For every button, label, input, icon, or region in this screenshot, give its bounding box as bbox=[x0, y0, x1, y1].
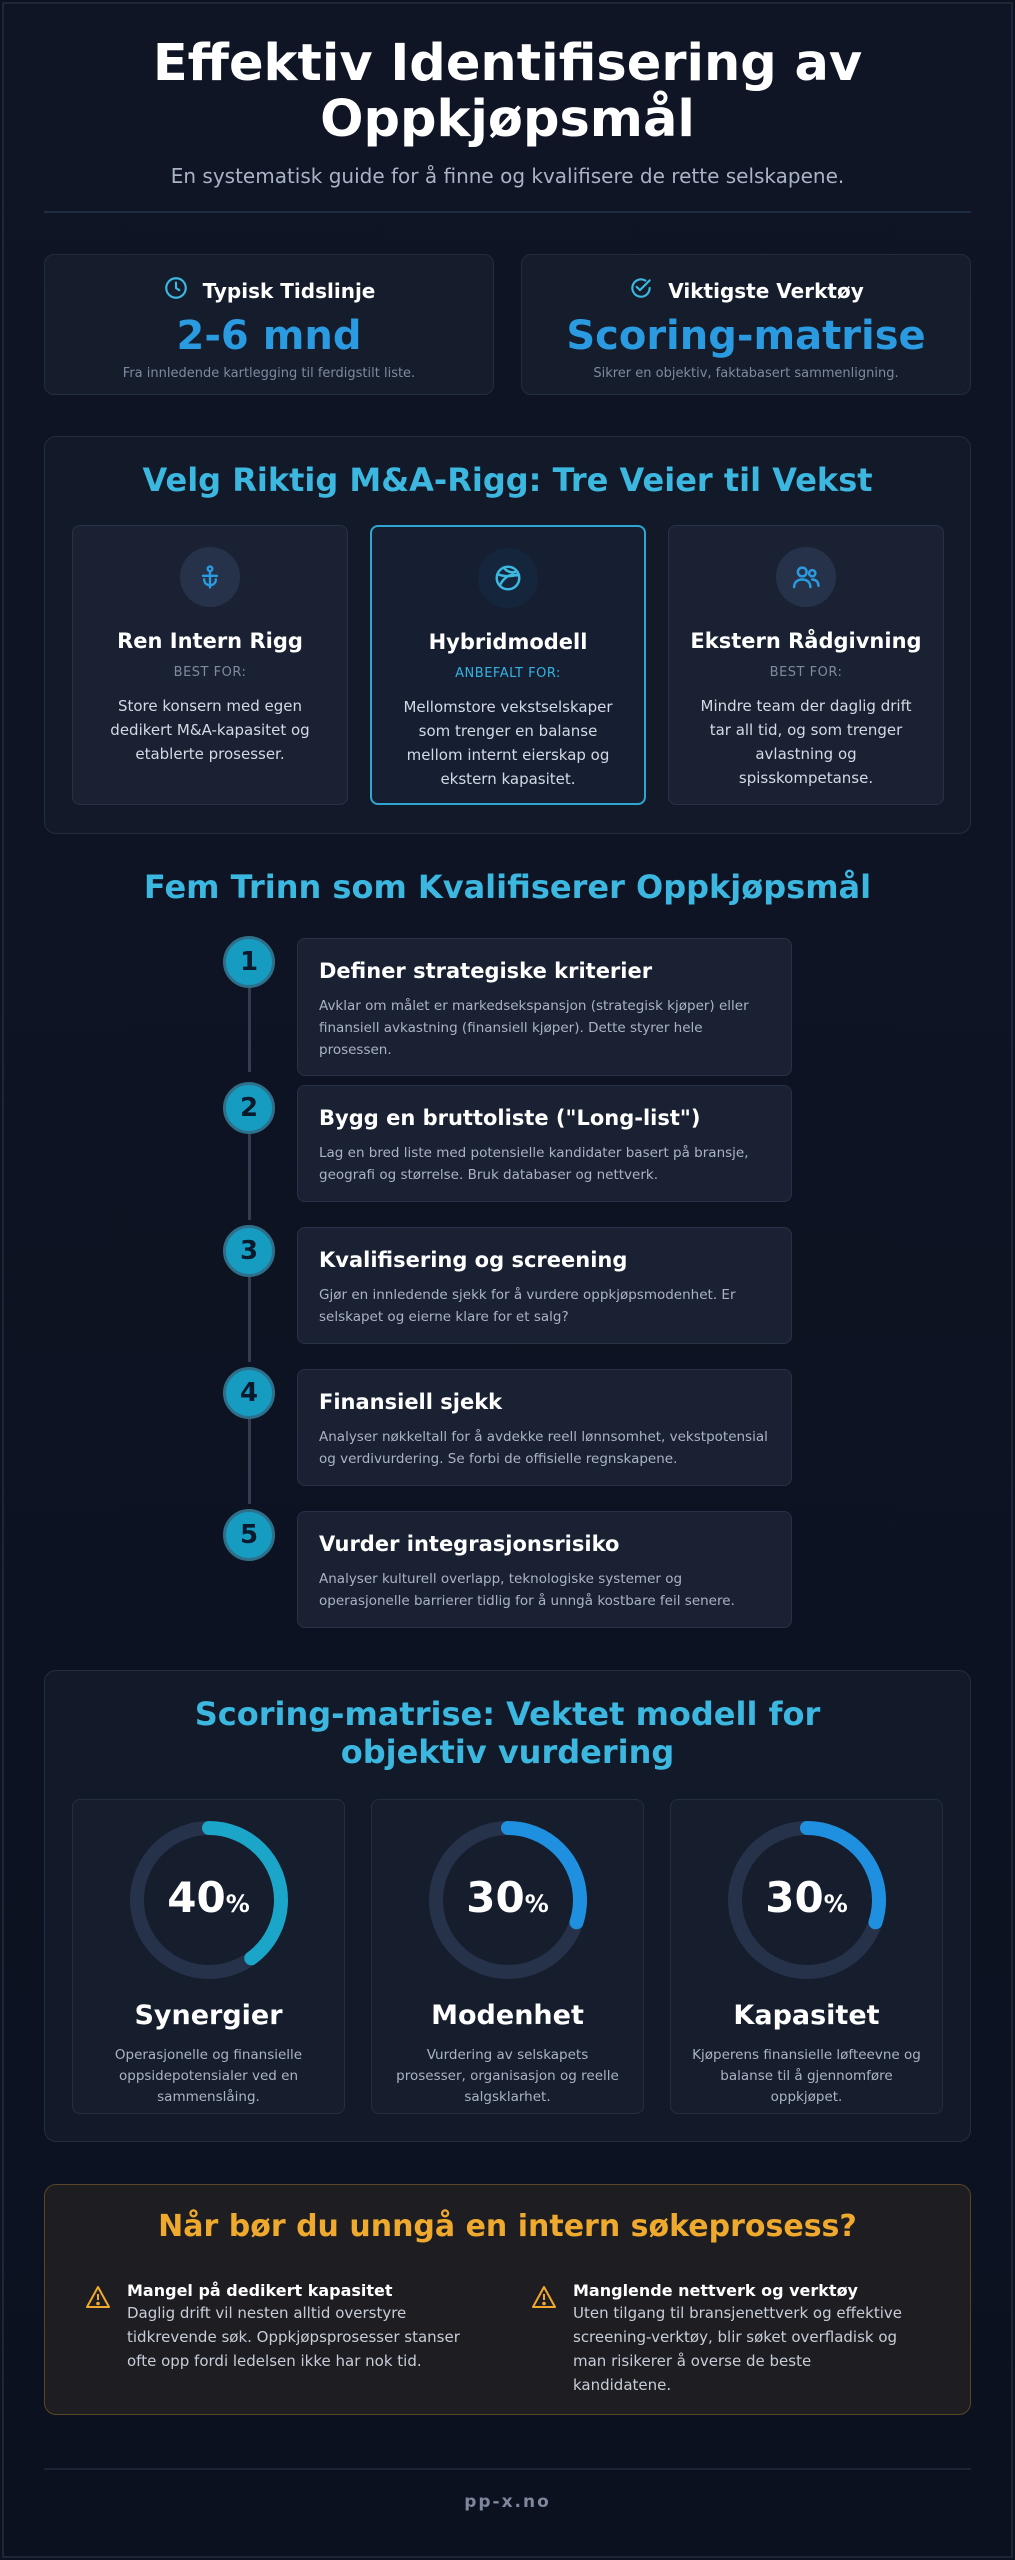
page-subtitle: En systematisk guide for å finne og kvalifisere de rette selskapene. bbox=[170, 164, 845, 188]
rig-card-external bbox=[668, 525, 944, 805]
stat-value: Scoring-matrise bbox=[566, 313, 926, 359]
gauge-unit: % bbox=[823, 1890, 848, 1918]
rig-description: Mellomstore vekstselskaper som trenger en balanse mellom internt eierskap og ekstern kapasitet. bbox=[403, 698, 613, 788]
step-description: Lag en bred liste med potensielle kandidater basert på bransje, geografi og størrelse. Bruk databaser og nettverk. bbox=[319, 1145, 749, 1183]
rig-card-hybrid bbox=[370, 525, 646, 805]
globe-icon bbox=[478, 548, 538, 608]
score-card-capacity bbox=[670, 1799, 943, 2114]
step-connector bbox=[248, 1134, 251, 1220]
step-connector bbox=[248, 1418, 251, 1504]
stat-title: Viktigste Verktøy bbox=[668, 278, 864, 303]
step-title: Kvalifisering og screening bbox=[319, 1248, 628, 1272]
scoring-section-title: Scoring-matrise: Vektet modell for objektiv vurdering bbox=[194, 1695, 821, 1771]
warning-item-description: Uten tilgang til bransjenettverk og effektive screening-verktøy, blir søket overfladisk og man risikerer å overse de beste kandidatene. bbox=[573, 2304, 902, 2394]
rig-section-title: Velg Riktig M&A-Rigg: Tre Veier til Vekst bbox=[142, 461, 873, 499]
step-connector bbox=[248, 1276, 251, 1362]
gauge-value: 30 bbox=[466, 1873, 525, 1922]
step-title: Definer strategiske kriterier bbox=[319, 959, 653, 983]
gauge bbox=[428, 1820, 588, 1980]
rig-best-label: BEST FOR: bbox=[769, 665, 843, 680]
scoring-panel bbox=[44, 1670, 971, 2142]
stat-value: 2-6 mnd bbox=[176, 313, 362, 359]
header-divider bbox=[44, 211, 971, 213]
score-label: Synergier bbox=[134, 2000, 283, 2031]
step-description: Avklar om målet er markedsekspansjon (strategisk kjøper) eller finansiell avkastning (finansiell kjøper). Dette styrer hele prosessen. bbox=[319, 998, 749, 1058]
step-description: Analyser nøkkeltall for å avdekke reell lønnsomhet, vekstpotensial og verdivurdering. Se forbi de offisielle regnskapene. bbox=[319, 1429, 768, 1467]
warning-item-title: Mangel på dedikert kapasitet bbox=[127, 2281, 393, 2300]
rig-best-label: ANBEFALT FOR: bbox=[455, 666, 561, 681]
step-card bbox=[297, 1227, 792, 1344]
step-title: Vurder integrasjonsrisiko bbox=[319, 1532, 620, 1556]
step-number: 5 bbox=[223, 1509, 275, 1561]
rig-description: Store konsern med egen dedikert M&A-kapasitet og etablerte prosesser. bbox=[110, 697, 310, 763]
rig-name: Ekstern Rådgivning bbox=[690, 629, 922, 653]
stat-card-timeline bbox=[44, 254, 494, 395]
header bbox=[0, 36, 1015, 188]
step-connector bbox=[248, 986, 251, 1072]
steps-section-title: Fem Trinn som Kvalifiserer Oppkjøpsmål bbox=[143, 868, 872, 906]
step-number: 2 bbox=[223, 1082, 275, 1134]
score-label: Modenhet bbox=[431, 2000, 584, 2031]
check-badge-icon bbox=[628, 275, 654, 306]
warning-title: Når bør du unngå en intern søkeprosess? bbox=[158, 2209, 857, 2244]
rig-name: Ren Intern Rigg bbox=[117, 629, 303, 653]
score-label: Kapasitet bbox=[733, 2000, 880, 2031]
step-description: Analyser kulturell overlapp, teknologiske systemer og operasjonelle barrierer tidlig for å unngå kostbare feil senere. bbox=[319, 1571, 735, 1609]
users-icon bbox=[776, 547, 836, 607]
score-card-synergies bbox=[72, 1799, 345, 2114]
warning-item-title: Manglende nettverk og verktøy bbox=[573, 2281, 858, 2300]
stat-caption: Sikrer en objektiv, faktabasert sammenligning. bbox=[593, 366, 899, 381]
rig-name: Hybridmodell bbox=[428, 630, 588, 654]
step-number: 1 bbox=[223, 936, 275, 988]
footer-brand: pp-x.no bbox=[464, 2492, 551, 2512]
score-card-maturity bbox=[371, 1799, 644, 2114]
footer-divider bbox=[44, 2468, 971, 2470]
step-number: 3 bbox=[223, 1225, 275, 1277]
gauge-unit: % bbox=[225, 1890, 250, 1918]
step-number: 4 bbox=[223, 1367, 275, 1419]
rig-description: Mindre team der daglig drift tar all tid, og som trenger avlastning og spisskompetanse. bbox=[700, 697, 912, 787]
gauge-unit: % bbox=[524, 1890, 549, 1918]
step-card bbox=[297, 938, 792, 1076]
score-description: Vurdering av selskapets prosesser, organisasjon og reelle salgsklarhet. bbox=[396, 2047, 619, 2105]
page-title: Effektiv Identifisering av Oppkjøpsmål bbox=[152, 34, 863, 149]
warning-item-description: Daglig drift vil nesten alltid overstyre tidkrevende søk. Oppkjøpsprosesser stanser ofte opp fordi ledelsen ikke har nok tid. bbox=[127, 2304, 460, 2370]
gauge-value: 40 bbox=[167, 1873, 226, 1922]
step-title: Finansiell sjekk bbox=[319, 1390, 503, 1414]
step-title: Bygg en bruttoliste ("Long-list") bbox=[319, 1106, 701, 1130]
warning-item bbox=[531, 2281, 911, 2397]
clock-icon bbox=[163, 275, 189, 306]
score-description: Kjøperens finansielle løfteevne og balanse til å gjennomføre oppkjøpet. bbox=[692, 2047, 921, 2105]
step-card bbox=[297, 1511, 792, 1628]
stat-card-tool bbox=[521, 254, 971, 395]
stat-caption: Fra innledende kartlegging til ferdigstilt liste. bbox=[122, 366, 416, 381]
step-description: Gjør en innledende sjekk for å vurdere oppkjøpsmodenhet. Er selskapet og eierne klare for et salg? bbox=[319, 1287, 736, 1325]
warning-icon bbox=[531, 2285, 559, 2397]
warning-item bbox=[85, 2281, 465, 2373]
gauge-value: 30 bbox=[765, 1873, 824, 1922]
warning-icon bbox=[85, 2285, 113, 2373]
score-description: Operasjonelle og finansielle oppsidepotensialer ved en sammenslåing. bbox=[114, 2047, 303, 2105]
stat-title: Typisk Tidslinje bbox=[202, 278, 376, 303]
gauge bbox=[727, 1820, 887, 1980]
rig-best-label: BEST FOR: bbox=[173, 665, 247, 680]
step-card bbox=[297, 1369, 792, 1486]
step-card bbox=[297, 1085, 792, 1202]
warning-panel bbox=[44, 2184, 971, 2415]
rig-panel bbox=[44, 436, 971, 834]
gauge bbox=[129, 1820, 289, 1980]
compass-icon bbox=[180, 547, 240, 607]
rig-card-internal bbox=[72, 525, 348, 805]
